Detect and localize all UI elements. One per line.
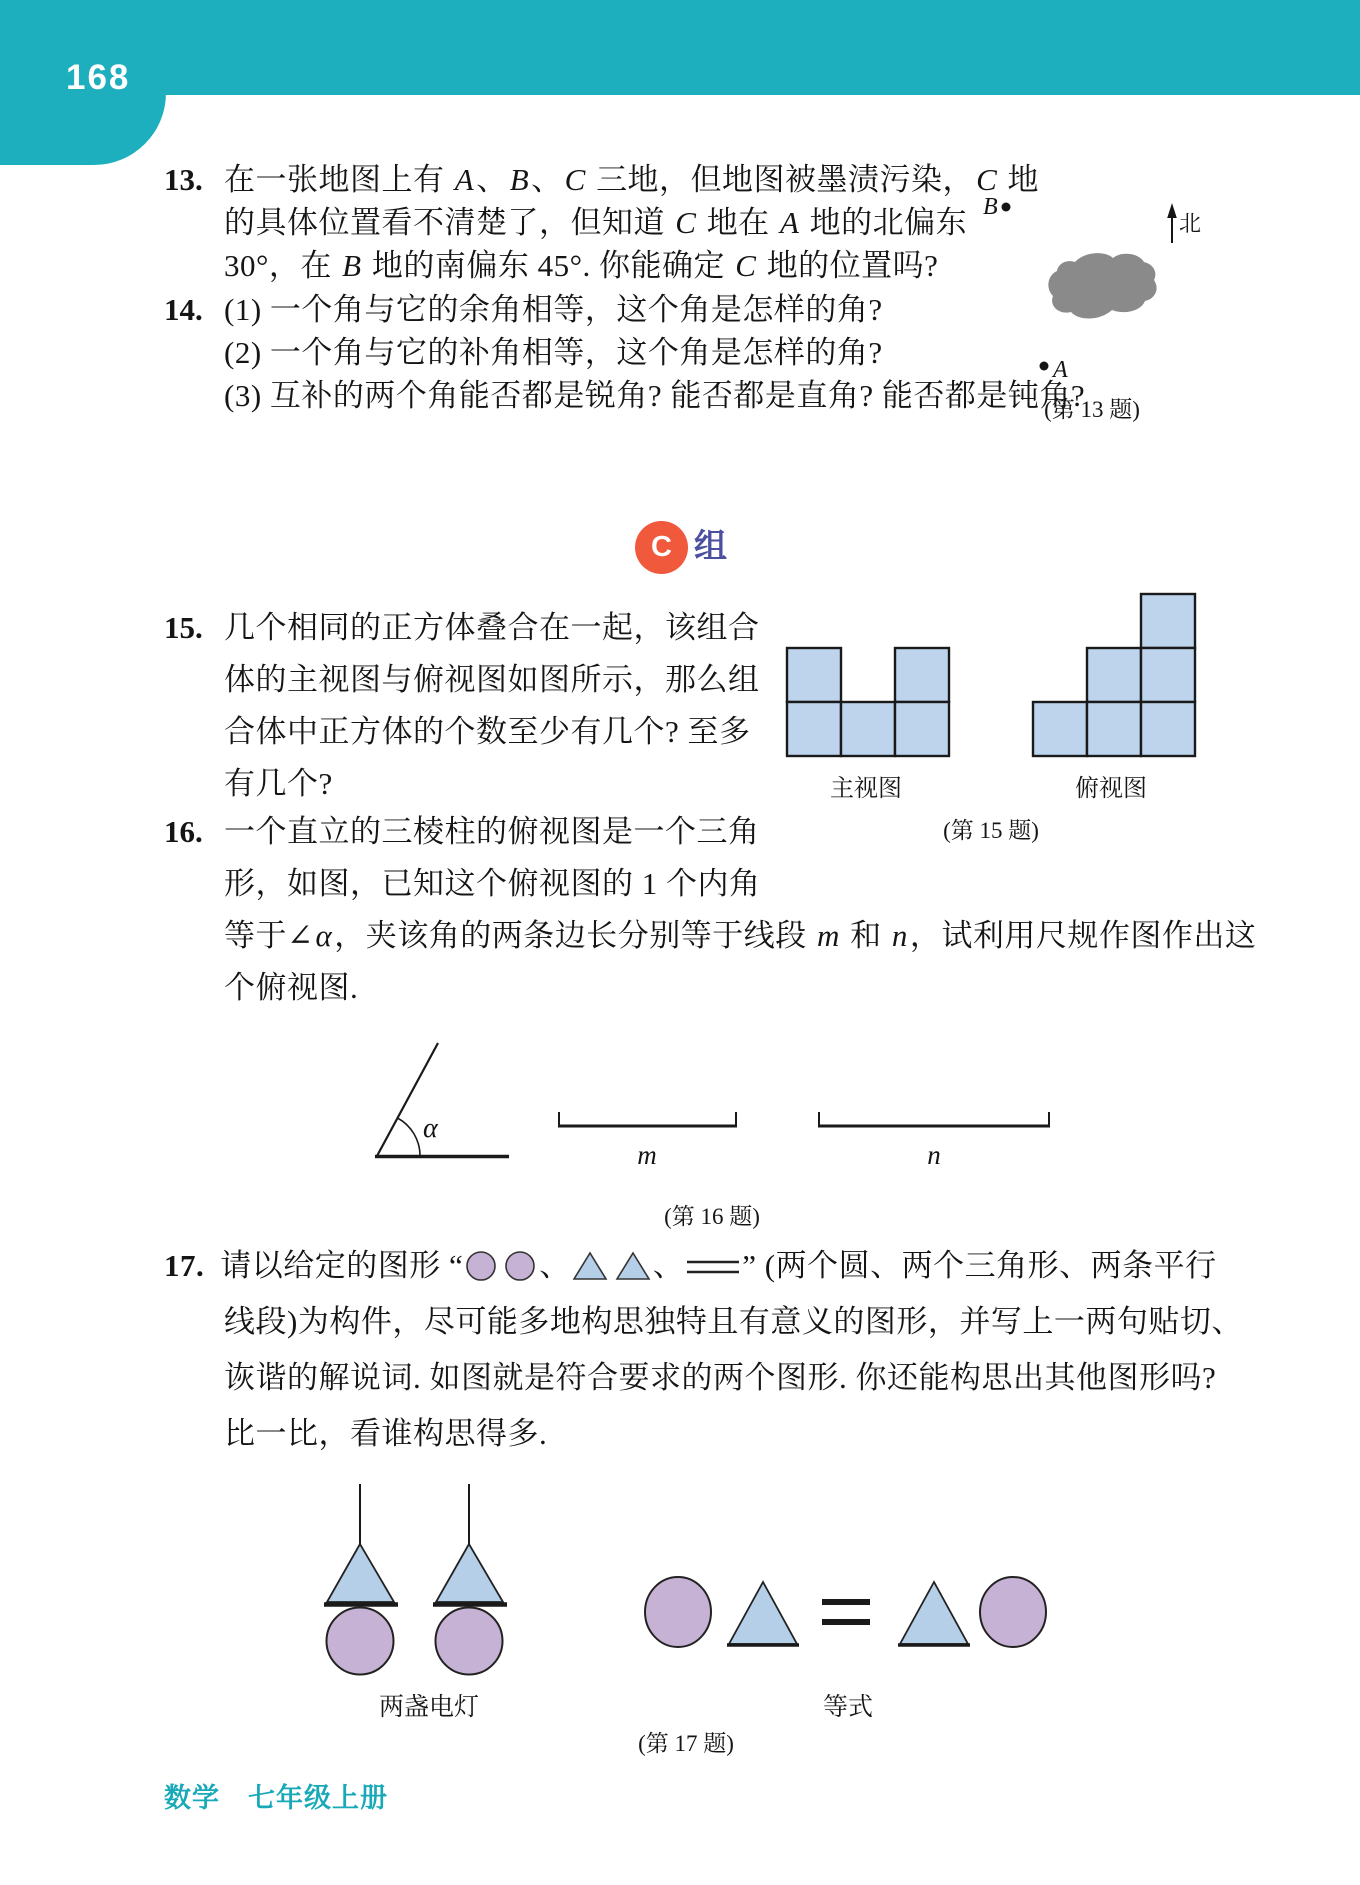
problem-14-item-1: (1) 一个角与它的余角相等，这个角是怎样的角? [224,292,883,327]
segment-m-label: m [637,1140,657,1170]
problem-15-line-1: 几个相同的正方体叠合在一起，该组合 [224,610,760,645]
problem-16-line-2: 形，如图，已知这个俯视图的 1 个内角 [224,866,761,901]
problem-16-line-3: 等于∠α，夹该角的两条边长分别等于线段 m 和 n，试利用尺规作图作出这 [224,918,1257,953]
problem-14-number: 14. [164,292,203,327]
lamp2-shade-triangle [436,1544,503,1602]
point-a-dot [1040,362,1049,371]
problem-15-number: 15. [164,610,203,645]
map-figure [983,194,1201,383]
equation-left-triangle [729,1582,797,1644]
group-c-badge [635,521,688,574]
equation-right-triangle [900,1582,968,1644]
front-view-grid [787,648,949,756]
problem-17-separator-2: 、 [652,1248,685,1283]
figure-15-caption: (第 15 题) [943,818,1039,843]
problem-13-line-3: 30°，在 B 地的南偏东 45°. 你能确定 C 地的位置吗? [224,248,939,283]
problem-15-line-2: 体的主视图与俯视图如图所示，那么组 [224,662,760,697]
equation-right-circle [980,1577,1046,1647]
alpha-label: α [423,1113,438,1144]
problem-17-line1-post: ” (两个圆、两个三角形、两条平行 [742,1248,1217,1283]
problem-14-item-3: (3) 互补的两个角能否都是锐角? 能否都是直角? 能否都是钝角? [224,378,1086,413]
segment-m-figure [558,1112,737,1170]
problem-17-separator-1: 、 [539,1248,571,1283]
problem-15-line-3: 合体中正方体的个数至少有几个? 至多 [224,714,751,749]
footer-book-title: 数学 七年级上册 [164,1783,388,1813]
segment-n-label: n [927,1140,941,1170]
inline-two-circles-icon [465,1249,537,1283]
segment-n-figure [818,1112,1050,1170]
point-a-label: A [1053,357,1068,383]
angle-arc [398,1118,421,1156]
problem-13-number: 13. [164,162,203,197]
problem-16-line-4: 个俯视图. [224,970,359,1005]
problem-17-line1-pre: 请以给定的图形 “ [220,1248,464,1283]
lamp1-bulb-circle [327,1608,394,1675]
north-arrow-head [1167,203,1177,218]
point-b-dot [1002,203,1011,212]
page-number: 168 [66,58,131,97]
equation-left-circle [645,1577,711,1647]
problem-17-line-2: 线段)为构件，尽可能多地构思独特且有意义的图形，并写上一两句贴切、 [224,1304,1243,1339]
equation-label: 等式 [822,1694,874,1721]
north-label: 北 [1179,211,1202,236]
problem-13-line-1: 在一张地图上有 A、B、C 三地，但地图被墨渍污染，C 地 [224,162,1039,197]
lamp1-shade-triangle [327,1544,394,1602]
problem-17-line-4: 比一比，看谁构思得多. [224,1416,548,1451]
inline-two-triangles-icon [573,1250,651,1282]
top-view-grid [1033,594,1195,756]
problem-17-line-3: 诙谐的解说词. 如图就是符合要求的两个图形. 你还能构思出其他图形吗? [224,1360,1217,1395]
problem-14-item-2: (2) 一个角与它的补角相等，这个角是怎样的角? [224,335,883,370]
inline-parallel-lines-icon [686,1250,740,1282]
group-c-letter: C [651,531,672,563]
front-view-label: 主视图 [830,776,902,802]
problem-17-number: 17. [164,1248,205,1283]
lamp2-bulb-circle [436,1608,503,1675]
lamps-label: 两盏电灯 [378,1694,480,1721]
figure-17-caption: (第 17 题) [638,1731,734,1756]
point-b-label: B [983,194,998,220]
lamps-figure [324,1484,507,1675]
group-c-suffix: 组 [694,527,727,564]
problem-16-line-1: 一个直立的三棱柱的俯视图是一个三角 [224,814,760,849]
problem-17-line-1 [164,1246,1217,1286]
problem-16-number: 16. [164,814,203,849]
angle-figure [375,1043,509,1157]
equals-top-bar [822,1599,870,1605]
top-view-label: 俯视图 [1075,776,1147,802]
problem-15-line-4: 有几个? [224,766,333,801]
equation-figure [645,1577,1046,1647]
ink-blob [1048,253,1156,318]
problem-13-line-2: 的具体位置看不清楚了，但知道 C 地在 A 地的北偏东 [224,205,968,240]
equals-bottom-bar [822,1619,870,1625]
figure-13-caption: (第 13 题) [1044,397,1140,422]
figure-16-caption: (第 16 题) [664,1204,760,1229]
